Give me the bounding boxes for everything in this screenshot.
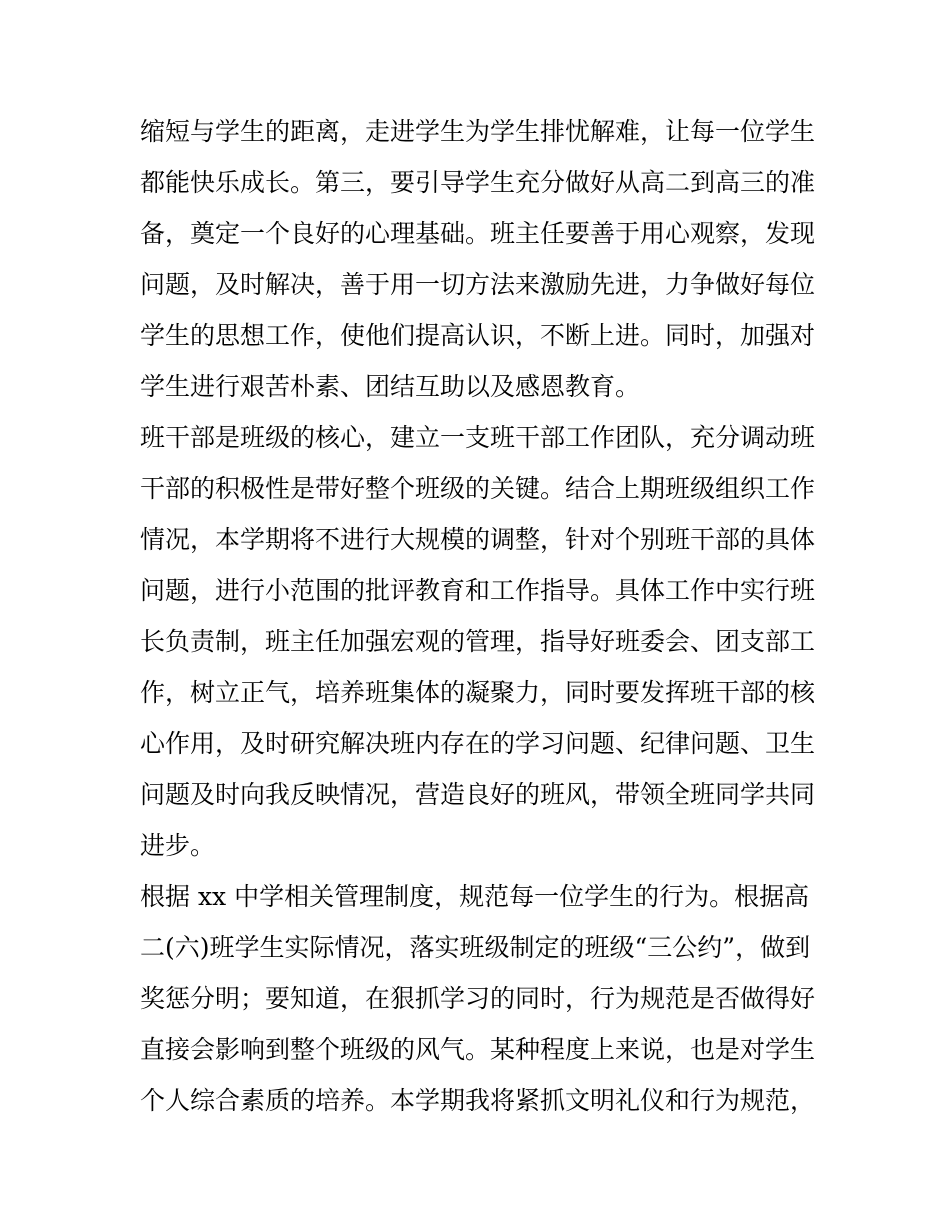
text-line: 问题，及时解决，善于用一切方法来激励先进，力争做好每位 (140, 270, 816, 299)
text-line: 缩短与学生的距离，走进学生为学生排忧解难，让每一位学生 (140, 117, 816, 146)
text-line: 长负责制，班主任加强宏观的管理，指导好班委会、团支部工 (140, 627, 816, 656)
text-line: 问题及时向我反映情况，营造良好的班风，带领全班同学共同 (140, 780, 816, 809)
text-line: 个人综合素质的培养。本学期我将紧抓文明礼仪和行为规范， (140, 1086, 816, 1115)
text-line: 作，树立正气，培养班集体的凝聚力，同时要发挥班干部的核 (140, 678, 816, 707)
text-line: 都能快乐成长。第三，要引导学生充分做好从高二到高三的准 (140, 168, 816, 197)
text-line: 心作用，及时研究解决班内存在的学习问题、纪律问题、卫生 (140, 729, 816, 758)
text-line: 直接会影响到整个班级的风气。某种程度上来说，也是对学生 (140, 1035, 816, 1064)
text-line: 学生的思想工作，使他们提高认识，不断上进。同时，加强对 (140, 321, 816, 350)
body-text (140, 106, 820, 1126)
text-line: 备，奠定一个良好的心理基础。班主任要善于用心观察，发现 (140, 219, 816, 248)
text-line: 进步。 (140, 831, 216, 860)
text-line: 奖惩分明；要知道，在狠抓学习的同时，行为规范是否做得好 (140, 984, 816, 1013)
text-line: 二(六)班学生实际情况，落实班级制定的班级“三公约”，做到 (140, 933, 811, 962)
text-line: 学生进行艰苦朴素、团结互助以及感恩教育。 (140, 372, 641, 401)
text-line: 班干部是班级的核心，建立一支班干部工作团队，充分调动班 (140, 423, 816, 452)
text-line: 问题，进行小范围的批评教育和工作指导。具体工作中实行班 (140, 576, 816, 605)
text-line: 干部的积极性是带好整个班级的关键。结合上期班级组织工作 (140, 474, 816, 503)
text-line: 情况，本学期将不进行大规模的调整，针对个别班干部的具体 (140, 525, 816, 554)
text-line: 根据 xx 中学相关管理制度，规范每一位学生的行为。根据高 (140, 882, 810, 911)
